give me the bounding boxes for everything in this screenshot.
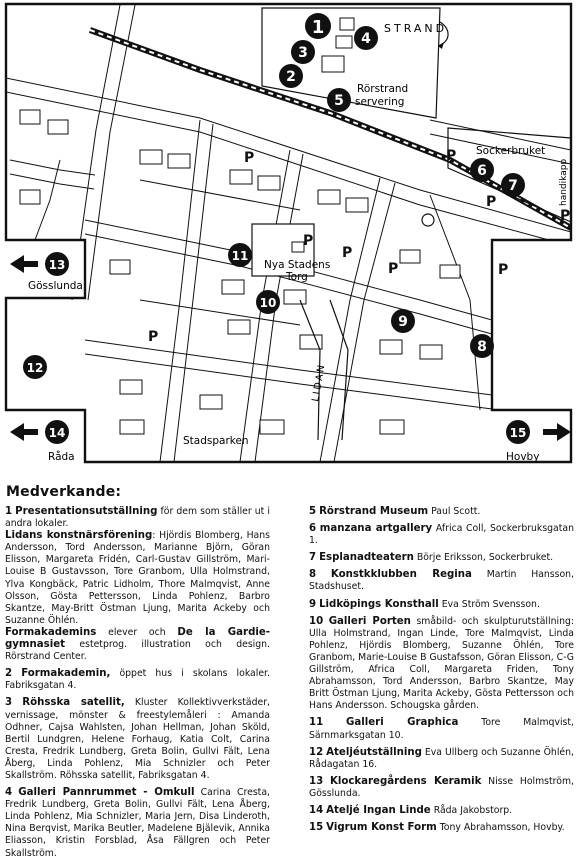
legend-entry: 11 Galleri Graphica Tore Malmqvist, Särnmarksgatan 10. — [309, 717, 574, 741]
marker-15 — [506, 420, 530, 444]
legend-entry: 2 Formakademin, öppet hus i skolans lokaler. Fabriksgatan 4. — [5, 668, 270, 692]
legend-entry: 7 Esplanadteatern Börje Eriksson, Sockerbruket. — [309, 552, 554, 564]
rorstrand-servering-label: servering — [355, 96, 405, 108]
gosslunda-label: Gösslunda — [28, 280, 83, 292]
legend-entry: Formakademins elever och De la Gardie-gymnasiet estetprog. illustration och design. Rörstrand Center. — [5, 626, 270, 663]
legend-right-column — [309, 506, 574, 839]
legend-title: Medverkande: — [6, 484, 122, 500]
arrow-left-gosslunda-icon — [10, 255, 38, 273]
marker-7 — [501, 173, 525, 197]
marker-10 — [256, 290, 280, 314]
legend-entry: 8 Konstkklubben Regina Martin Hansson, Stadshuset. — [309, 569, 575, 593]
svg-text:10: 10 — [259, 296, 277, 310]
marker-4 — [354, 26, 378, 50]
lidan-label: LIDAN — [310, 362, 328, 403]
svg-text:3: 3 — [298, 45, 308, 61]
svg-text:5: 5 — [334, 93, 344, 109]
nya-stadens-torg-label: Nya Stadens — [264, 259, 331, 271]
legend-entry: 10 Galleri Porten småbild- och skulpturutställning: Ulla Holmstrand, Ingan Linde, Tore Malmqvist, Linda Pohlenz, Hjördis Blomberg, Suzanne Öhlén, Tore Granbom, Marie-Louise B Gustafsson, Göran Elisson, C-G Gillström, Africa Coll, Margareta Friden, Tony Abrahamsson, Tord Andersson, Barbro Skantze, May Britt Östman Ljung, Marita Ackeby, Gösta Pettersson och Hans Andersson. Schougska gården. — [309, 615, 575, 712]
marker-6 — [470, 158, 494, 182]
sockerbruket-label: Sockerbruket — [476, 145, 546, 157]
hovby-label: Hovby — [506, 451, 540, 463]
svg-text:8: 8 — [477, 339, 487, 355]
parking-icon: P — [148, 329, 159, 345]
rorstrand-label: Rörstrand — [357, 83, 409, 95]
rorstrand-annex — [336, 36, 352, 48]
svg-text:2: 2 — [286, 69, 296, 85]
svg-text:15: 15 — [509, 426, 527, 440]
legend-left-column — [5, 506, 270, 865]
legend-entry: 15 Vigrum Konst Form Tony Abrahamsson, Hovby. — [309, 822, 565, 834]
legend-entry: 13 Klockaregårdens Keramik Nisse Holmström, Gösslunda. — [309, 775, 574, 799]
legend-entry: 9 Lidköpings Konsthall Eva Ström Svensson. — [309, 598, 540, 610]
legend-entry: 3 Röhsska satellit, Kluster Kollektivverkstäder, vernissage, mönster & freestylemåleri : Amanda Odhner, Cajsa Wahlsten, Johan Hellman, Johan Sköld, Bertil Lundgren, Helene Forhaug, Katia Colt, Carina Cresta, Fredrik Lundberg, Greta Bolin, Gullvi Fält, Lena Åberg, Linda Pohlenz, Mia Schnizler och Peter Skallström. Röhsska satellit, Fabriksgatan 4. — [5, 697, 270, 781]
parking-icon: P — [303, 233, 314, 249]
nya-stadens-torg-label-2: Torg — [286, 271, 308, 283]
marker-13 — [45, 252, 69, 276]
legend-entry: 6 manzana artgallery Africa Coll, Sockerbruksgatan 1. — [309, 523, 574, 547]
marker-14 — [45, 420, 69, 444]
legend-entry: 14 Ateljé Ingan Linde Råda Jakobstorp. — [309, 804, 513, 816]
svg-text:12: 12 — [26, 361, 44, 375]
stadsparken-label: Stadsparken — [183, 435, 249, 447]
marker-1 — [305, 13, 331, 39]
svg-text:13: 13 — [48, 258, 66, 272]
parking-icon: P — [446, 148, 457, 164]
marker-9 — [391, 309, 415, 333]
rorstrand-building — [322, 56, 344, 72]
marker-3 — [291, 40, 315, 64]
marker-8 — [470, 334, 494, 358]
parking-icon: P — [388, 261, 399, 277]
svg-text:6: 6 — [477, 163, 487, 179]
legend-entry: 5 Rörstrand Museum Paul Scott. — [309, 506, 481, 517]
rada-label: Råda — [48, 451, 75, 463]
rorstrand-annex-2 — [340, 18, 354, 30]
handikapp-label: handikapp — [559, 158, 569, 206]
marker-5 — [327, 88, 351, 112]
marker-12 — [23, 355, 47, 379]
legend-entry: Lidans konstnärsförening: Hjördis Blomberg, Hans Andersson, Tord Andersson, Marianne Björn, Göran Elisson, Margareta Fridén, Carl-Gustav Gillström, Mari-Louise B Gustavsson, Tore Granbom, Ulla Holmstrand, Ylva Kongbäck, Patric Lidholm, Thore Malmqvist, Anne Olsson, Gösta Pettersson, Linda Pohlenz, Barbro Skantze, May-Britt Östman Ljung, Marita Ackeby och Suzanne Öhlén. — [5, 530, 270, 626]
marker-2 — [279, 64, 303, 88]
svg-text:7: 7 — [508, 178, 518, 194]
legend-entry: 4 Galleri Pannrummet - Omkull Carina Cresta, Fredrik Lundberg, Greta Bolin, Gullvi Fält, Lena Åberg, Linda Pohlenz, Mia Schnizler, Maria Jern, Disa Linderoth, Nina Berqvist, Marika Beutler, Madelene Bjälevik, Annika Eliasson, Kristin Forsblad, Åsa Fällgren och Peter Skallström. — [5, 787, 270, 859]
strand-label: STRAND — [384, 22, 448, 35]
svg-text:4: 4 — [361, 31, 371, 47]
svg-text:14: 14 — [48, 426, 66, 440]
legend-entry: 12 Ateljéutställning Eva Ullberg och Suzanne Öhlén, Rådagatan 16. — [309, 746, 574, 770]
parking-icon: P — [244, 150, 255, 166]
parking-icon: P — [342, 245, 353, 261]
svg-text:11: 11 — [231, 249, 249, 263]
legend-entry: 1 Presentationsutställning för dem som ställer ut i andra lokaler. — [5, 506, 270, 530]
roundabout — [422, 214, 434, 226]
arrow-left-rada-icon — [10, 423, 38, 441]
parking-icon: P — [498, 262, 509, 278]
svg-text:9: 9 — [398, 314, 408, 330]
parking-icon: P — [486, 194, 497, 210]
marker-11 — [228, 243, 252, 267]
svg-text:1: 1 — [311, 17, 325, 38]
parking-icon: P — [560, 208, 571, 224]
